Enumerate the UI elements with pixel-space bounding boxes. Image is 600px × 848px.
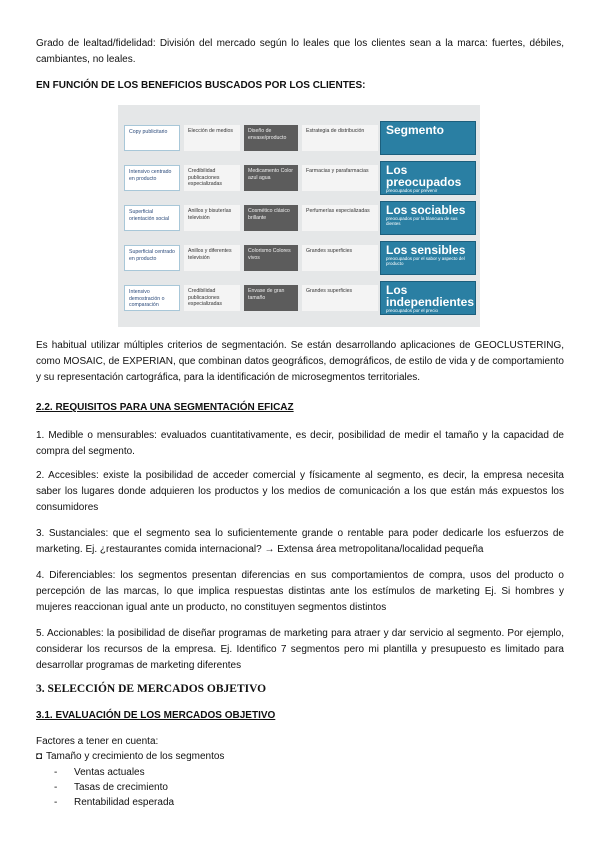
infographic-cell: Grandes superficies (302, 285, 378, 311)
requisito-3: 3. Sustanciales: que el segmento sea lo suficientemente grande o rentable para poder dedicarle los esfuerzos de marketing. Ej. ¿restaurantes comida internacional? → Extensa área metropolitana/localidad pequeña (36, 528, 564, 555)
infographic-cell: Farmacias y parafarmacias (302, 165, 378, 191)
infographic-cell: Superficial centrado en producto (124, 245, 180, 271)
factors-intro: Factores a tener en cuenta: (36, 736, 159, 747)
requisito-4: 4. Diferenciables: los segmentos presentan diferencias en sus comportamientos de compra, usos del producto o percepción de las marcas, lo que implica respuestas distintas ante los estímulos de marketing Ej. Si hombres y mujeres reaccionan igual ante un producto, no constituyen segmentos distintos (36, 570, 564, 613)
infographic-row (124, 241, 476, 275)
section-2-2-heading: 2.2. REQUISITOS PARA UNA SEGMENTACIÓN EFICAZ (36, 402, 294, 413)
benefits-heading: EN FUNCIÓN DE LOS BENEFICIOS BUSCADOS POR LOS CLIENTES: (36, 80, 366, 91)
sub-factor: Ventas actuales (74, 767, 145, 778)
section-3-heading: 3. SELECCIÓN DE MERCADOS OBJETIVO (36, 683, 267, 695)
infographic-cell: Anillos y bisuterías televisión (184, 205, 240, 231)
segment-label (380, 161, 476, 195)
infographic-cell: Cosmético clásico brillante (244, 205, 298, 231)
factor-main: Tamaño y crecimiento de los segmentos (46, 751, 225, 762)
infographic-cell: Perfumerías especializadas (302, 205, 378, 231)
segment-subtitle: preocupados por prevenir (386, 188, 438, 193)
benefits-segmentation-infographic (118, 105, 480, 327)
dash-bullet: - (54, 767, 58, 778)
section-3-1-heading: 3.1. EVALUACIÓN DE LOS MERCADOS OBJETIVO (36, 710, 276, 721)
segment-label (380, 241, 476, 275)
infographic-cell: Diseño de envase/producto (244, 125, 298, 151)
infographic-cell: Medicamento Color azul agua (244, 165, 298, 191)
sub-factor: Tasas de crecimiento (74, 782, 168, 793)
segment-subtitle: preocupados por la blancura de sus dientes (386, 216, 458, 226)
infographic-row (124, 121, 476, 155)
segment-title: Los sensibles (386, 243, 466, 257)
infographic-cell: Anillos y diferentes televisión (184, 245, 240, 271)
segment-title: Los sociables (386, 203, 466, 217)
requisito-1: 1. Medible o mensurables: evaluados cuantitativamente, es decir, posibilidad de medir el tamaño y la capacidad de compra del segmento. (36, 430, 564, 457)
infographic-cell: Colorismo Colores vivos (244, 245, 298, 271)
infographic-row (124, 161, 476, 195)
geoclustering-paragraph: Es habitual utilizar múltiples criterios de segmentación. Se están desarrollando aplicaciones de GEOCLUSTERING, como MOSAIC, de EXPERIAN, que combinan datos geográficos, demográficos, de estilo de vida y de comportamiento y su representación cartográfica, para la identificación de microsegmentos territoriales. (36, 340, 564, 383)
infographic-cell: Credibilidad publicaciones especializadas (184, 165, 240, 191)
requisito-2: 2. Accesibles: existe la posibilidad de acceder comercial y físicamente al segmento, es decir, la empresa necesita saber los lugares donde adquieren los productos y los medios de comunicación a los que están más expuestos los consumidores (36, 470, 564, 513)
infographic-cell: Superficial orientación social (124, 205, 180, 231)
infographic-cell: Copy publicitario (124, 125, 180, 151)
segment-subtitle: preocupados por el precio (386, 308, 439, 313)
dash-bullet: - (54, 797, 58, 808)
factor-bullet-icon: ◘ (36, 751, 43, 762)
intro-paragraph: Grado de lealtad/fidelidad: División del mercado según lo leales que los clientes sean a la marca: fuertes, débiles, cambiantes, no leales. (36, 38, 564, 65)
infographic-row (124, 281, 476, 315)
dash-bullet: - (54, 782, 58, 793)
sub-factor: Rentabilidad esperada (74, 797, 175, 808)
segment-title: Los preocupados (386, 163, 462, 189)
infographic-cell: Intensivo demostración o comparación (124, 285, 180, 311)
infographic-cell: Estrategia de distribución (302, 125, 378, 151)
infographic-row (124, 201, 476, 235)
infographic-cell: Envase de gran tamaño (244, 285, 298, 311)
requisito-5: 5. Accionables: la posibilidad de diseñar programas de marketing para atraer y dar servicio al segmento. Por ejemplo, considerar los recursos de la empresa. Ej. Identifico 7 segmentos pero mi plantilla y presupuesto es limitado para desarrollar programas de marketing diferentes (36, 628, 564, 671)
segment-subtitle: preocupados por el sabor y aspecto del producto (386, 256, 465, 266)
segment-title: Segmento (386, 123, 445, 137)
infographic-cell: Intensivo centrado en producto (124, 165, 180, 191)
segment-label (380, 201, 476, 235)
infographic-cell: Credibilidad publicaciones especializadas (184, 285, 240, 311)
infographic-cell: Elección de medios (184, 125, 240, 151)
segment-title: Los independientes (386, 283, 475, 309)
infographic-cell: Grandes superficies (302, 245, 378, 271)
segment-label (380, 121, 476, 155)
segment-label (380, 281, 476, 315)
